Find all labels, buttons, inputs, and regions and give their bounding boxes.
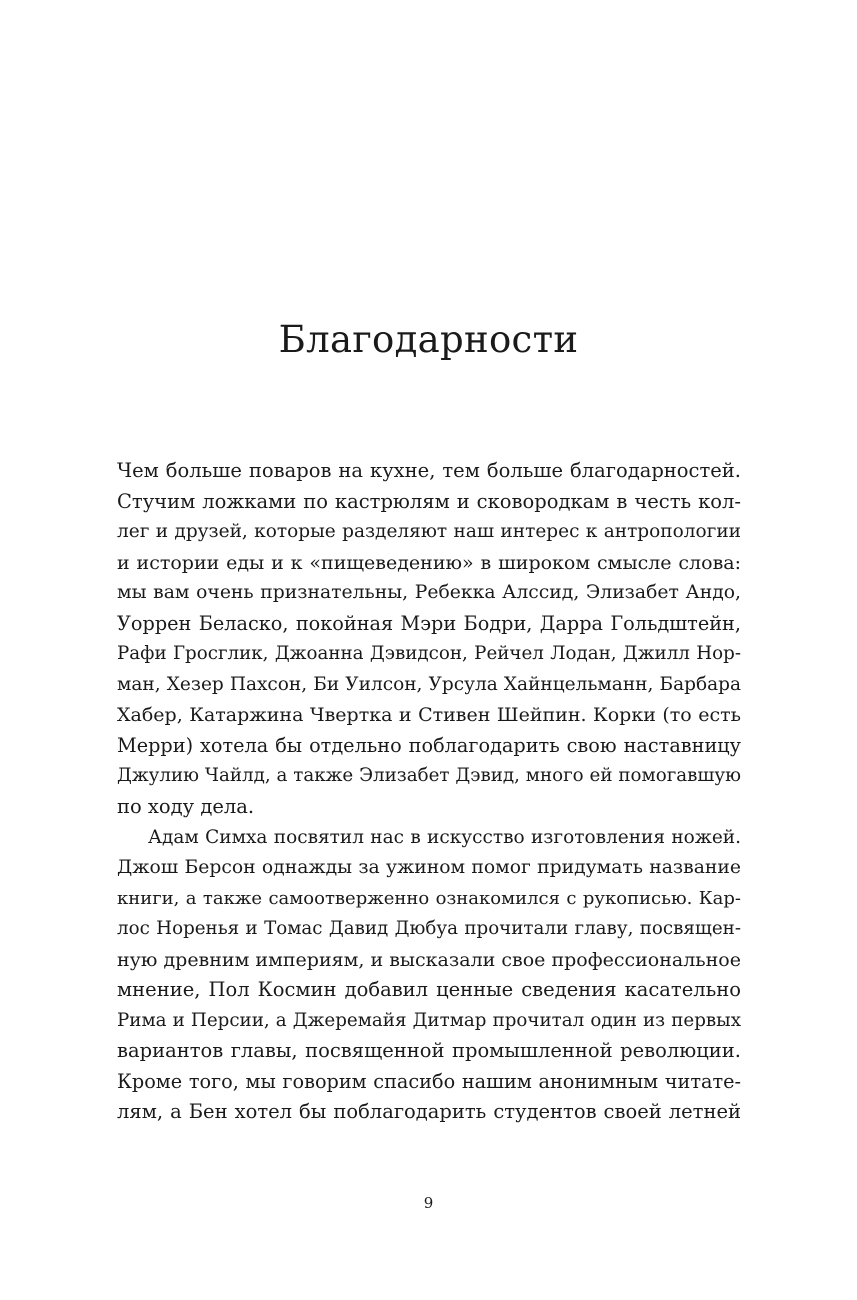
text-line: ман, Хезер Пахсон, Би Уилсон, Урсула Хайнцельманн, Барбара (117, 673, 741, 695)
text-line: мнение, Пол Космин добавил ценные сведения касательно (117, 978, 741, 1002)
text-line: книги, а также самоотверженно ознакомился с рукописью. Кар- (117, 887, 741, 909)
text-line: Хабер, Катаржина Чвертка и Стивен Шейпин. Корки (то есть (117, 704, 741, 727)
text-line: Чем больше поваров на кухне, тем больше благодарностей. (117, 459, 741, 482)
text-line: Рафи Гросглик, Джоанна Дэвидсон, Рейчел Лодан, Джилл Нор- (117, 643, 741, 665)
text-line: Адам Симха посвятил нас в искусство изготовления ножей. (148, 826, 741, 848)
text-line: лям, а Бен хотел бы поблагодарить студентов своей летней (117, 1100, 741, 1124)
text-line: Джош Берсон однажды за ужином помог придумать название (117, 857, 741, 879)
text-line: ную древним империям, и высказали свое профессиональное (117, 948, 741, 971)
paragraph-1 (117, 456, 741, 823)
text-line: по ходу дела. (117, 795, 255, 819)
text-line: Уоррен Беласко, покойная Мэри Бодри, Дарра Гольдштейн, (117, 611, 741, 635)
text-line: вариантов главы, посвященной промышленной революции. (117, 1039, 741, 1063)
text-line: Стучим ложками по кастрюлям и сковородкам в честь кол- (117, 489, 741, 513)
body-text (117, 456, 741, 1128)
chapter-title: Благодарности (278, 318, 579, 361)
page-number: 9 (423, 1194, 434, 1212)
text-line: лег и друзей, которые разделяют наш интерес к антропологии (117, 521, 741, 543)
text-line: лос Норенья и Томас Давид Дюбуа прочитали главу, посвящен- (117, 918, 741, 940)
paragraph-2 (117, 823, 741, 1128)
text-line: Мерри) хотела бы отдельно поблагодарить свою наставницу (117, 733, 741, 757)
text-line: Кроме того, мы говорим спасибо нашим анонимным читате- (117, 1069, 741, 1093)
text-line: мы вам очень признательны, Ребекка Алссид, Элизабет Андо, (117, 582, 741, 604)
text-line: Джулию Чайлд, а также Элизабет Дэвид, много ей помогавшую (117, 765, 741, 787)
text-line: и истории еды и к «пищеведению» в широком смысле слова: (117, 551, 741, 574)
text-line: Рима и Персии, а Джеремайя Дитмар прочитал один из первых (117, 1009, 741, 1031)
